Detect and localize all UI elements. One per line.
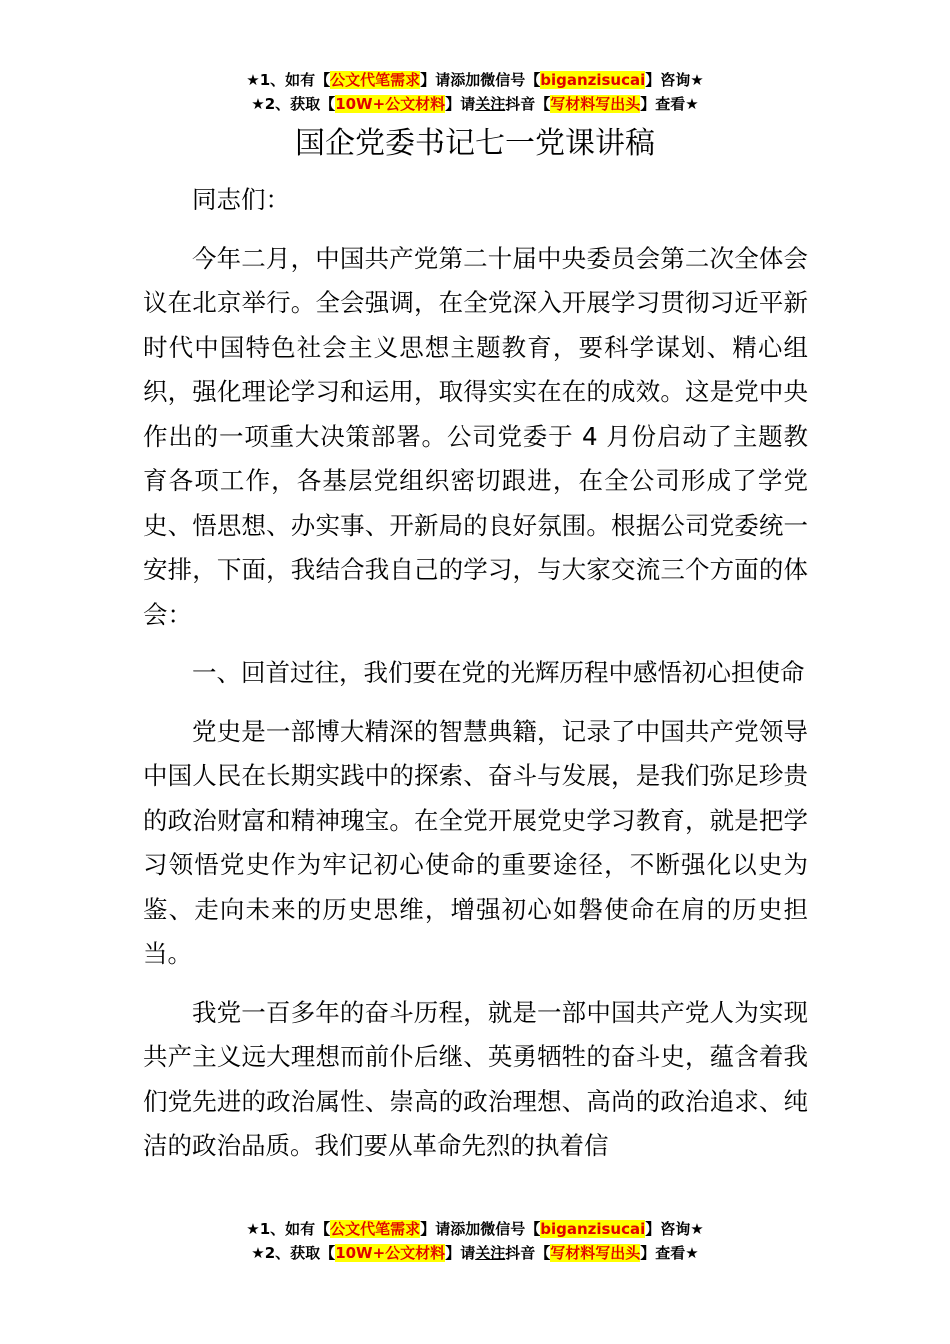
salutation-paragraph: 同志们： (192, 185, 290, 214)
promo-highlight-writing-service: 公文代笔需求 (330, 1220, 421, 1238)
footer-promo-banner (0, 1217, 950, 1265)
promo-highlight-materials: 10W+公文材料 (335, 1244, 446, 1262)
body-paragraph: 党史是一部博大精深的智慧典籍，记录了中国共产党领导中国人民在长期实践中的探索、奋斗与发展，是我们弥足珍贵的政治财富和精神瑰宝。在全党开展党史学习教育，就是把学习领悟党史作为牢记初心使命的重要途径，不断强化以史为鉴、走向未来的历史思维，增强初心如磐使命在肩的历史担当。 (143, 716, 808, 968)
intro-paragraph: 今年二月，中国共产党第二十届中央委员会第二次全体会议在北京举行。全会强调，在全党深入开展学习贯彻习近平新时代中国特色社会主义思想主题教育，要科学谋划、精心组织，强化理论学习和运用，取得实实在在的成效。这是党中央作出的一项重大决策部署。公司党委于 4 月份启动了主题教育各项工作，各基层党组织密切跟进，在全公司形成了学党史、悟思想、办实事、开新局的良好氛围。根据公司党委统一安排，下面，我结合我自己的学习，与大家交流三个方面的体会： (143, 243, 808, 629)
promo-highlight-douyin: 写材料写出头 (550, 95, 641, 113)
promo-follow-text: 关注 (475, 1244, 506, 1262)
document-body (143, 178, 808, 1183)
body-paragraph: 我党一百多年的奋斗历程，就是一部中国共产党人为实现共产主义远大理想而前仆后继、英勇牺牲的奋斗史，蕴含着我们党先进的政治属性、崇高的政治理想、高尚的政治追求、纯洁的政治品质。我们要从革命先烈的执着信 (143, 997, 808, 1160)
promo-highlight-wechat-id: biganzisucai (540, 1220, 646, 1238)
document-title: 国企党委书记七一党课讲稿 (295, 126, 655, 161)
promo-follow-text: 关注 (475, 95, 506, 113)
promo-line-2: ★2、获取【10W+公文材料】请关注抖音【写材料写出头】查看★ (251, 1244, 699, 1262)
promo-highlight-writing-service: 公文代笔需求 (330, 71, 421, 89)
section-heading-1: 一、回首过往，我们要在党的光辉历程中感悟初心担使命 (192, 658, 805, 687)
promo-line-1: ★1、如有【公文代笔需求】请添加微信号【biganzisucai】咨询★ (246, 71, 704, 89)
promo-highlight-wechat-id: biganzisucai (540, 71, 646, 89)
promo-highlight-materials: 10W+公文材料 (335, 95, 446, 113)
promo-line-1: ★1、如有【公文代笔需求】请添加微信号【biganzisucai】咨询★ (246, 1220, 704, 1238)
promo-line-2: ★2、获取【10W+公文材料】请关注抖音【写材料写出头】查看★ (251, 95, 699, 113)
header-promo-banner (0, 68, 950, 116)
promo-highlight-douyin: 写材料写出头 (550, 1244, 641, 1262)
